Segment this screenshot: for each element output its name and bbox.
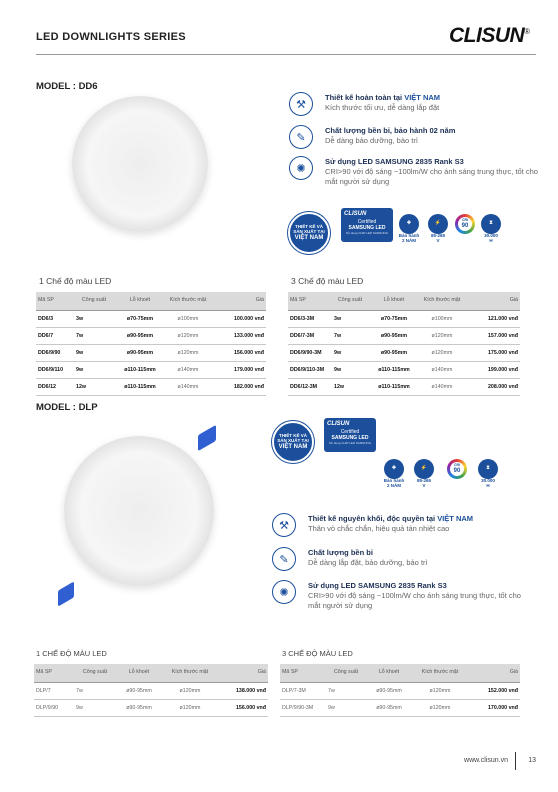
table-cell: DD6/3-3M: [288, 310, 332, 327]
voltage-label: [411, 479, 437, 489]
table-cell: 175.000 vnđ: [464, 344, 520, 361]
dlp-lifespan-badge: [475, 459, 501, 489]
lifespan-label: [478, 234, 504, 244]
feature-title-main: Sử dụng LED SAMSUNG 2835 Rank S3: [308, 581, 447, 590]
table-cell: ø120mm: [412, 699, 468, 716]
table-cell: 9w: [74, 361, 114, 378]
table-row: [288, 310, 520, 327]
feature-title-highlight: VIỆT NAM: [437, 514, 474, 523]
table-cell: 9w: [332, 344, 368, 361]
feature-title: [308, 548, 523, 557]
feature-title: [325, 93, 540, 102]
table-cell: ø90-95mm: [116, 699, 162, 716]
table-cell: DLP/7-3M: [280, 682, 326, 699]
table-cell: ø140mm: [166, 378, 210, 395]
table-cell: DD6/9/110-3M: [288, 361, 332, 378]
table-cell: 7w: [74, 327, 114, 344]
led-chip-icon: ✺: [272, 580, 296, 604]
lightning-icon: ⚡: [414, 459, 434, 479]
table-cell: ø120mm: [420, 327, 464, 344]
badge-samsung-certified: Certified: [357, 219, 377, 225]
table-row: [288, 378, 520, 395]
feature-desc: CRI>90 với độ sáng ~100lm/W cho ánh sáng trung thực, tốt cho mắt người sử dụng: [325, 167, 538, 186]
table-cell: 199.000 vnđ: [464, 361, 520, 378]
voltage-top: 85-265: [430, 233, 445, 238]
voltage-bottom: V: [422, 482, 426, 488]
dd6-table1: [36, 292, 266, 396]
table-header-cell: Mã SP: [34, 664, 74, 682]
badge-vn-line3: VIỆT NAM: [278, 443, 308, 450]
table-cell: ø120mm: [412, 682, 468, 699]
table-header-cell: Mã SP: [36, 292, 74, 310]
warranty-badge: [396, 214, 422, 244]
feature-text: [308, 514, 523, 534]
table-cell: ø90-95mm: [368, 327, 420, 344]
cri-value: 90: [453, 467, 461, 474]
table-cell: 3w: [74, 310, 114, 327]
table-cell: ø120mm: [162, 699, 218, 716]
dd6-table1-title: 1 Chế độ màu LED: [39, 276, 112, 286]
table-row: [288, 361, 520, 378]
feature-title-main: Thiết kế nguyên khối, độc quyền tại: [308, 514, 438, 523]
warranty-label: [381, 479, 407, 489]
table-cell: ø140mm: [420, 378, 464, 395]
table-cell: ø100mm: [166, 310, 210, 327]
tools-icon: ⚒: [272, 513, 296, 537]
lifespan-label: [475, 479, 501, 489]
feature-desc: Dễ dàng bảo dưỡng, bảo trì: [325, 136, 418, 145]
table-cell: 3w: [332, 310, 368, 327]
table-header-row: [288, 292, 520, 310]
voltage-top: 85-265: [416, 478, 431, 483]
table-row: [34, 699, 268, 716]
table-row: [34, 682, 268, 699]
footer-divider: [515, 752, 516, 770]
table-row: [36, 378, 266, 395]
cri-badge: [452, 214, 475, 234]
dlp-made-in-vietnam-badge: [272, 421, 314, 463]
dlp-samsung-certified-badge: [324, 418, 376, 452]
table-cell: ø110-115mm: [368, 378, 420, 395]
table-cell: ø120mm: [420, 344, 464, 361]
table-cell: DD6/12: [36, 378, 74, 395]
table-header-cell: Kích thước mặt: [420, 292, 464, 310]
feature-title: [325, 157, 540, 166]
feature-title-highlight: VIỆT NAM: [404, 93, 441, 102]
feature-text: [325, 157, 540, 187]
dlp-spring-clip-right: [198, 425, 216, 451]
feature-title: [325, 126, 540, 135]
table-header-cell: Kích thước mặt: [166, 292, 210, 310]
warranty-label: [396, 234, 422, 244]
table-cell: DD6/7: [36, 327, 74, 344]
table-cell: 100.000 vnđ: [210, 310, 266, 327]
table-cell: DD6/9/110: [36, 361, 74, 378]
table-header-cell: Công suất: [332, 292, 368, 310]
table-header-cell: Lỗ khoét: [368, 292, 420, 310]
table-row: [36, 310, 266, 327]
dlp-product-image: [64, 436, 214, 586]
dlp-spring-clip-left: [58, 581, 74, 606]
table-cell: ø140mm: [166, 361, 210, 378]
dlp-table1: [34, 664, 268, 717]
life-value: 30.000: [481, 478, 495, 483]
badge-vn-line1: THIẾT KẾ VÀ: [294, 224, 323, 230]
feature-desc: Thân vỏ chắc chắn, hiệu quả tản nhiệt cao: [308, 524, 450, 533]
table-cell: ø90-95mm: [116, 682, 162, 699]
table-cell: 157.000 vnđ: [464, 327, 520, 344]
table-cell: ø110-115mm: [368, 361, 420, 378]
table-header-cell: Kích thước mặt: [162, 664, 218, 682]
table-cell: 7w: [332, 327, 368, 344]
voltage-badge: [425, 214, 451, 244]
table-cell: ø90-95mm: [366, 682, 412, 699]
table-cell: ø90-95mm: [368, 344, 420, 361]
table-cell: DLP/9/90: [34, 699, 74, 716]
table-cell: ø90-95mm: [114, 344, 166, 361]
table-row: [288, 327, 520, 344]
brand-logo-text: CLISUN: [449, 24, 525, 47]
table-cell: 156.000 vnđ: [218, 699, 268, 716]
feature-title-main: Chất lượng bền bỉ: [308, 548, 373, 557]
feature-desc: Kích thước tối ưu, dễ dàng lắp đặt: [325, 103, 440, 112]
table-cell: ø120mm: [166, 344, 210, 361]
table-header-row: [34, 664, 268, 682]
dlp-cri-badge: [444, 459, 467, 479]
table-cell: 9w: [74, 344, 114, 361]
table-cell: DD6/9/90-3M: [288, 344, 332, 361]
made-in-vietnam-badge: [288, 212, 330, 254]
badge-samsung-led: SAMSUNG LED: [331, 435, 369, 441]
badge-samsung-certified: Certified: [340, 429, 360, 435]
table-cell: ø70-75mm: [114, 310, 166, 327]
table-header-cell: Lỗ khoét: [114, 292, 166, 310]
feature-desc: CRI>90 với độ sáng ~100lm/W cho ánh sáng trung thực, tốt cho mắt người sử dụng: [308, 591, 521, 610]
badge-vn-line1: THIẾT KẾ VÀ: [278, 433, 307, 439]
warranty-bottom: 2 NĂM: [401, 237, 416, 243]
table-cell: 12w: [74, 378, 114, 395]
footer-url[interactable]: www.clisun.vn: [464, 757, 508, 764]
cri-rainbow-icon: [447, 459, 467, 479]
table-cell: 9w: [74, 699, 116, 716]
table-header-cell: Công suất: [74, 292, 114, 310]
feature-title-main: Chất lượng bền bỉ, bảo hành 02 năm: [325, 126, 456, 135]
table-row: [36, 361, 266, 378]
table-cell: ø140mm: [420, 361, 464, 378]
lifespan-badge: [478, 214, 504, 244]
table-cell: ø120mm: [166, 327, 210, 344]
dlp-voltage-badge: [411, 459, 437, 489]
table-cell: 7w: [74, 682, 116, 699]
table-header-cell: Giá: [210, 292, 266, 310]
dlp-table2: [280, 664, 520, 717]
hourglass-icon: ⧗: [481, 214, 501, 234]
table-header-cell: Lỗ khoét: [366, 664, 412, 682]
series-title: LED DOWNLIGHTS SERIES: [36, 31, 186, 43]
table-header-row: [36, 292, 266, 310]
feature-text: [325, 126, 540, 146]
badge-vn-line3: VIỆT NAM: [294, 234, 324, 241]
table-cell: DLP/7: [34, 682, 74, 699]
table-row: [280, 699, 520, 716]
life-value: 30.000: [484, 233, 498, 238]
badge-vn-line2: SẢN XUẤT TẠI: [277, 438, 309, 444]
table-cell: 208.000 vnđ: [464, 378, 520, 395]
table-cell: 133.000 vnđ: [210, 327, 266, 344]
feature-title-main: Sử dụng LED SAMSUNG 2835 Rank S3: [325, 157, 464, 166]
dd6-table2: [288, 292, 520, 396]
cri-top: CRI: [461, 218, 469, 223]
wrench-icon: ✚: [384, 459, 404, 479]
table-cell: DD6/3: [36, 310, 74, 327]
table-row: [36, 344, 266, 361]
table-cell: 12w: [332, 378, 368, 395]
warranty-top: Bảo hành: [398, 233, 420, 238]
table-header-cell: Công suất: [326, 664, 366, 682]
table-row: [288, 344, 520, 361]
table-cell: 179.000 vnđ: [210, 361, 266, 378]
table-cell: 9w: [332, 361, 368, 378]
table-header-row: [280, 664, 520, 682]
table-cell: 182.000 vnđ: [210, 378, 266, 395]
dlp-table2-title: 3 CHẾ ĐỘ MÀU LED: [282, 649, 353, 658]
led-chip-icon: ✺: [289, 156, 313, 180]
badge-samsung-logo: CLISUN: [327, 421, 350, 427]
hourglass-icon: ⧗: [478, 459, 498, 479]
table-header-cell: Giá: [468, 664, 520, 682]
table-cell: 9w: [326, 699, 366, 716]
brand-logo: [449, 24, 530, 48]
table-cell: 170.000 vnđ: [468, 699, 520, 716]
table-header-cell: Mã SP: [288, 292, 332, 310]
badge-samsung-note: Sử dụng CHIP LED SAMSUNG: [328, 441, 372, 445]
model-dlp-title: MODEL : DLP: [36, 402, 98, 413]
cri-rainbow-icon: [455, 214, 475, 234]
cri-value: 90: [461, 222, 469, 229]
table-cell: 121.000 vnđ: [464, 310, 520, 327]
feature-title: [308, 581, 523, 590]
table-header-cell: Công suất: [74, 664, 116, 682]
cri-top: CRI: [453, 463, 461, 468]
dd6-product-image: [72, 96, 208, 232]
voltage-bottom: V: [436, 237, 440, 243]
table-cell: 156.000 vnđ: [210, 344, 266, 361]
page-number: 13: [528, 757, 536, 764]
badge-samsung-note: Sử dụng CHIP LED SAMSUNG: [345, 231, 389, 235]
table-cell: DD6/9/90: [36, 344, 74, 361]
samsung-certified-badge: [341, 208, 393, 242]
badge-samsung-logo: CLISUN: [344, 211, 367, 217]
registered-mark: ®: [524, 27, 530, 36]
table-cell: DD6/12-3M: [288, 378, 332, 395]
header-divider: [36, 54, 536, 55]
warranty-bottom: 2 NĂM: [386, 482, 401, 488]
tools-icon: ⚒: [289, 92, 313, 116]
table-cell: DLP/9/90-3M: [280, 699, 326, 716]
table-cell: ø110-115mm: [114, 378, 166, 395]
life-unit: H: [489, 237, 493, 243]
table-cell: DD6/7-3M: [288, 327, 332, 344]
dlp-warranty-badge: [381, 459, 407, 489]
wrench-icon: ✚: [399, 214, 419, 234]
table-cell: ø70-75mm: [368, 310, 420, 327]
warranty-top: Bảo hành: [383, 478, 405, 483]
dlp-table1-title: 1 CHẾ ĐỘ MÀU LED: [36, 649, 107, 658]
table-header-cell: Kích thước mặt: [412, 664, 468, 682]
table-row: [280, 682, 520, 699]
table-header-cell: Giá: [464, 292, 520, 310]
table-cell: 7w: [326, 682, 366, 699]
table-cell: 152.000 vnđ: [468, 682, 520, 699]
life-unit: H: [486, 482, 490, 488]
feature-title: [308, 514, 523, 523]
table-cell: ø90-95mm: [114, 327, 166, 344]
lightning-icon: ⚡: [428, 214, 448, 234]
table-row: [36, 327, 266, 344]
table-header-cell: Giá: [218, 664, 268, 682]
table-header-cell: Lỗ khoét: [116, 664, 162, 682]
table-cell: 138.000 vnđ: [218, 682, 268, 699]
feature-text: [308, 548, 523, 568]
table-cell: ø100mm: [420, 310, 464, 327]
wrench-icon: ✎: [272, 547, 296, 571]
table-cell: ø90-95mm: [366, 699, 412, 716]
badge-vn-line2: SẢN XUẤT TẠI: [293, 229, 325, 235]
badge-samsung-led: SAMSUNG LED: [348, 225, 386, 231]
table-header-cell: Mã SP: [280, 664, 326, 682]
feature-text: [308, 581, 523, 611]
feature-text: [325, 93, 540, 113]
dd6-table2-title: 3 Chế độ màu LED: [291, 276, 364, 286]
table-cell: ø110-115mm: [114, 361, 166, 378]
model-dd6-title: MODEL : DD6: [36, 81, 98, 92]
feature-desc: Dễ dàng lắp đặt, bảo dưỡng, bảo trì: [308, 558, 428, 567]
voltage-label: [425, 234, 451, 244]
feature-title-main: Thiết kế hoàn toàn tại: [325, 93, 405, 102]
table-cell: ø120mm: [162, 682, 218, 699]
wrench-icon: ✎: [289, 125, 313, 149]
